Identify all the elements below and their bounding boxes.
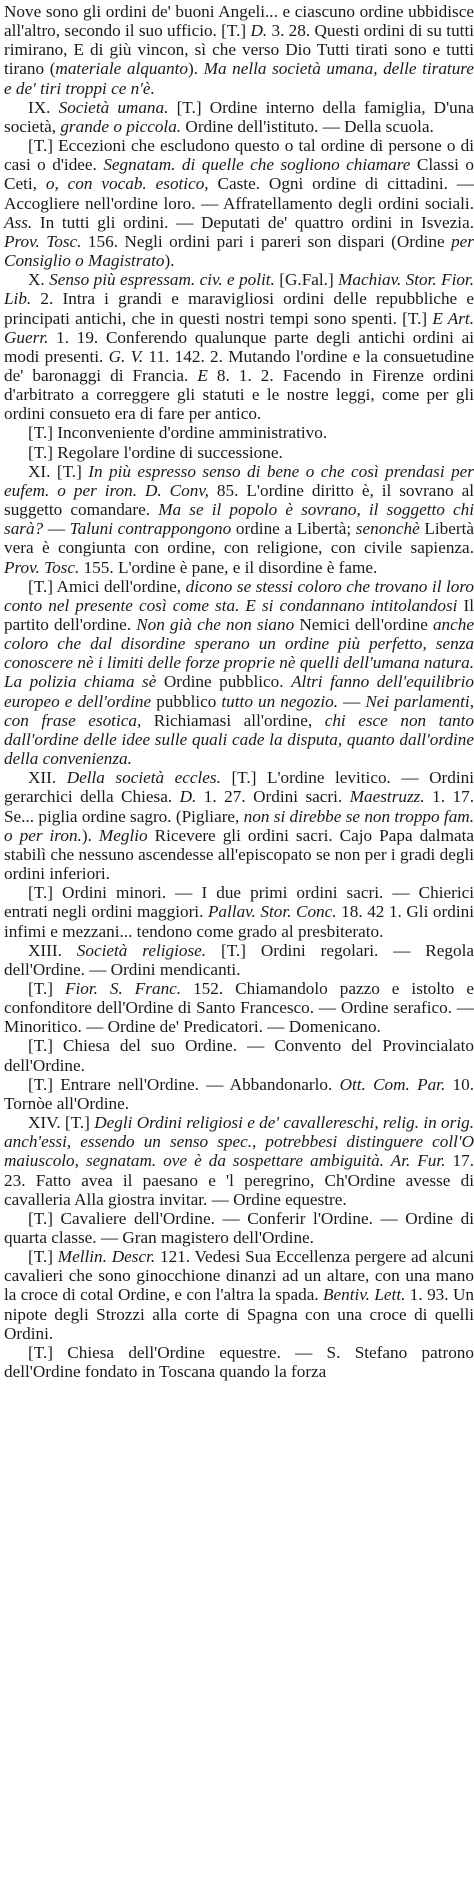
italic-text-run: Società religiose. — [76, 940, 207, 960]
text-run: 11. 142. 2. Mutando l'ordine e la consuetudine de' baronaggi di Francia. — [4, 346, 474, 385]
dictionary-paragraph — [4, 423, 474, 442]
text-run: ordine a Libertà; — [231, 519, 356, 539]
dictionary-paragraph — [4, 979, 474, 1036]
italic-text-run: grande o piccola. — [60, 116, 182, 136]
text-run: [T.] Ordini minori. — I due primi ordini sacri. — Chierici entrati negli ordini maggiori. — [4, 883, 474, 922]
text-run: ). — [164, 251, 175, 271]
text-run: XIV. [T.] — [28, 1113, 95, 1133]
text-run: — — [43, 519, 70, 539]
dictionary-paragraph — [4, 1075, 474, 1113]
italic-text-run: Prov. Tosc. — [4, 231, 82, 251]
text-run: Ordine dell'istituto. — Della scuola. — [181, 116, 434, 136]
text-run: ). — [81, 825, 99, 845]
dictionary-paragraph — [4, 2, 474, 98]
italic-text-run: Degli Ordini religiosi e de' cavallereschi, relig. in orig. anch'essi, essendo un senso spec., potrebbesi distinguere coll'O maiuscolo, segnatam. ove è da sospettare ambiguità. Ar. Fur. — [4, 1113, 474, 1171]
text-run: [T.] Chiesa del suo Ordine. — Convento del Provincialato dell'Ordine. — [4, 1036, 474, 1075]
text-run: Ricevere gli ordini sacri. Cajo Papa dalmata stabilì che nessuno ascendesse all'episcopato se non per i gradi degli ordini inferiori. — [4, 825, 474, 884]
text-run: Richiamasi all'ordine, — [141, 710, 325, 730]
text-run: Il partito dell'ordine. — [4, 595, 474, 634]
italic-text-run: G. V. — [108, 346, 144, 366]
text-run: [T.] Entrare nell'Ordine. — Abbandonarlo. — [28, 1074, 340, 1094]
dictionary-paragraph — [4, 136, 474, 270]
italic-text-run: Prov. Tosc. — [4, 557, 80, 577]
text-run: 121. Vedesi Sua Eccellenza pergere ad alcuni cavalieri che sono ginocchione dinanzi ad un altare, con una mano la croce di cotal Ordine, e con l'altra la spada. — [4, 1247, 474, 1305]
italic-text-run: Meglio — [98, 825, 148, 845]
italic-text-run: Della società eccles. — [66, 768, 221, 788]
text-run: [T.] Ordini regolari. — Regola dell'Ordine. — Ordini mendicanti. — [4, 940, 474, 979]
italic-text-run: senonchè — [355, 519, 420, 539]
text-run: 152. Chiamandolo pazzo e istolto e confonditore dell'Ordine di Santo Francesco. — Ordine serafico. — Minoritico. — Ordine de' Predicatori. — Domenicano. — [4, 978, 474, 1037]
text-run: 155. L'ordine è pane, e il disordine è fame. — [79, 557, 378, 577]
dictionary-page — [4, 2, 474, 1381]
text-run: 3. 28. Questi ordini di su tutti rimirano, E di giù vincon, sì che verso Dio Tutti tirati sono e tutti tirano ( — [4, 21, 474, 79]
text-run: Caste. Ogni ordine di cittadini. — Accogliere nell'ordine loro. — Affratellamento degli ordini sociali. — [4, 174, 474, 213]
text-run: 1. 17. Se... piglia ordine sagro. (Pigliare, — [4, 787, 474, 826]
text-run: [T.] Chiesa dell'Ordine equestre. — S. Stefano patrono dell'Ordine fondato in Toscana quando la forza — [4, 1342, 474, 1382]
italic-text-run: non si direbbe se non troppo fam. o per iron. — [4, 806, 474, 845]
italic-text-run: tutto un negozio. — [221, 691, 338, 711]
italic-text-run: Ma se il popolo è sovrano, il soggetto chi sarà? — [4, 500, 474, 539]
italic-text-run: Taluni contrappongono — [69, 519, 232, 539]
text-run: 1. 27. Ordini sacri. — [196, 787, 350, 807]
text-run: 10. Tornòe all'Ordine. — [4, 1074, 474, 1113]
italic-text-run: Machiav. Stor. Fior. Lib. — [4, 270, 474, 309]
dictionary-paragraph — [4, 443, 474, 462]
dictionary-paragraph — [4, 270, 474, 423]
text-run: [T.] Eccezioni che escludono questo o tal ordine di persone o di casi o d'idee. — [4, 136, 474, 175]
text-run: In tutti gli ordini. — Deputati de' quattro ordini in Isvezia. — [32, 212, 474, 232]
text-run: ). — [188, 59, 204, 79]
italic-text-run: Senso più espressam. civ. e polit. — [49, 270, 275, 290]
dictionary-paragraph — [4, 1113, 474, 1209]
italic-text-run: Fior. S. Franc. — [64, 978, 182, 998]
italic-text-run: Società umana. — [58, 97, 169, 117]
text-run: [T.] — [28, 978, 65, 998]
dictionary-paragraph — [4, 462, 474, 577]
text-run: Nemici dell'ordine — [294, 615, 433, 634]
text-run: 18. 42 1. Gli ordini infimi e mezzani... tendono come grado al presbiterato. — [4, 902, 474, 941]
text-run: 1. 19. Conferendo qualunque parte degli antichi ordini ai modi presenti. — [4, 327, 474, 366]
text-run: 85. L'ordine diritto è, il sovrano al suggetto comandare. — [4, 480, 474, 520]
italic-text-run: Non già che non siano — [136, 615, 295, 634]
text-run: 17. 23. Fatto avea il paesano e 'l peregrino, Ch'Ordine avesse di cavalleria Alla giostra invitar. — Ordine equestre. — [4, 1151, 474, 1209]
italic-text-run: Altri fanno dell'equilibrio europeo e dell'ordine — [4, 672, 474, 711]
text-run: [T.] Regolare l'ordine di successione. — [28, 442, 283, 462]
italic-text-run: anche coloro che dal disordine sperano un ordine più perfetto, senza conoscere nè i limiti delle forze proprie nè quelli dell'umana natura. La polizia chiama sè — [4, 615, 474, 692]
italic-text-run: per Consiglio o Magistrato — [4, 231, 474, 271]
text-run: [G.Fal.] — [274, 270, 339, 290]
text-run: [T.] L'ordine levitico. — Ordini gerarchici della Chiesa. — [4, 768, 474, 807]
text-run: 2. Intra i grandi e maravigliosi ordini delle repubbliche e principati antichi, che in questi nostri tempi sono spenti. [T.] — [4, 289, 474, 328]
text-run: [T.] — [28, 1247, 58, 1267]
dictionary-paragraph — [4, 883, 474, 940]
italic-text-run: Bentiv. Lett. — [323, 1285, 406, 1305]
italic-text-run: E Art. Guerr. — [4, 308, 474, 347]
dictionary-paragraph — [4, 1036, 474, 1074]
italic-text-run: In più espresso senso di bene o che così prendasi per eufem. o per iron. D. Conv, — [4, 461, 474, 500]
text-run: — — [338, 691, 366, 711]
text-run: Libertà vera è congiunta con ordine, con religione, con civile sapienza. — [4, 519, 474, 558]
italic-text-run: Nei parlamenti, con frase esotica, — [4, 691, 474, 730]
text-run: XII. — [28, 768, 67, 788]
italic-text-run: Ma nella società umana, delle tirature e de' tiri troppi ce n'è. — [4, 59, 474, 98]
dictionary-paragraph — [4, 1247, 474, 1343]
text-run: Classi o Ceti, — [4, 155, 474, 194]
italic-text-run: D. — [179, 787, 197, 807]
italic-text-run: o, con vocab. esotico, — [45, 174, 209, 194]
italic-text-run: dicono se stessi coloro che trovano il loro conto nel presente così come sta. E si condannano intitolandosi — [4, 576, 474, 615]
text-run: XIII. — [28, 940, 77, 960]
text-run: Ordine pubblico. — [156, 672, 292, 692]
italic-text-run: Mellin. Descr. — [57, 1247, 156, 1267]
text-run: IX. — [28, 97, 59, 117]
text-run: 8. 1. 2. Facendo in Firenze ordini d'arbitrato a correggere gli statuti e le nostre leggi, come per gli ordini consueto era di fare per antico. — [4, 365, 474, 424]
text-run: XI. [T.] — [28, 461, 89, 481]
italic-text-run: chi esce non tanto dall'ordine delle idee sulle quali cade la disputa, quanto dall'ordine della convenienza. — [4, 710, 474, 769]
text-run: [T.] Amici dell'ordine, — [28, 576, 186, 596]
dictionary-paragraph — [4, 941, 474, 979]
text-run: Nove sono gli ordini de' buoni Angeli... e ciascuno ordine ubbidisce all'altro, secondo il suo ufficio. [T.] — [4, 2, 474, 41]
text-run: [T.] Inconveniente d'ordine amministrativo. — [28, 423, 328, 443]
text-run: 1. 93. Un nipote degli Strozzi alla corte di Spagna con una croce di quelli Ordini. — [4, 1285, 474, 1343]
italic-text-run: materiale alquanto — [55, 59, 189, 79]
italic-text-run: D. — [250, 21, 268, 41]
italic-text-run: Maestruzz. — [349, 787, 425, 807]
dictionary-paragraph — [4, 577, 474, 769]
text-run: X. — [28, 270, 50, 290]
text-run: 156. Negli ordini pari i pareri son dispari (Ordine — [81, 231, 452, 251]
text-run: pubblico — [151, 691, 222, 711]
dictionary-paragraph — [4, 768, 474, 883]
italic-text-run: Pallav. Stor. Conc. — [207, 902, 337, 922]
text-run: [T.] Cavaliere dell'Ordine. — Conferir l'Ordine. — Ordine di quarta classe. — Gran magistero dell'Ordine. — [4, 1208, 474, 1247]
text-run: [T.] Ordine interno della famiglia, D'una società, — [4, 97, 474, 136]
italic-text-run: Segnatam. di quelle che sogliono chiamare — [103, 155, 411, 175]
dictionary-paragraph — [4, 1209, 474, 1247]
dictionary-paragraph — [4, 1343, 474, 1381]
dictionary-paragraph — [4, 98, 474, 136]
italic-text-run: Ass. — [4, 212, 33, 232]
italic-text-run: E — [197, 365, 208, 385]
italic-text-run: Ott. Com. Par. — [339, 1074, 446, 1094]
